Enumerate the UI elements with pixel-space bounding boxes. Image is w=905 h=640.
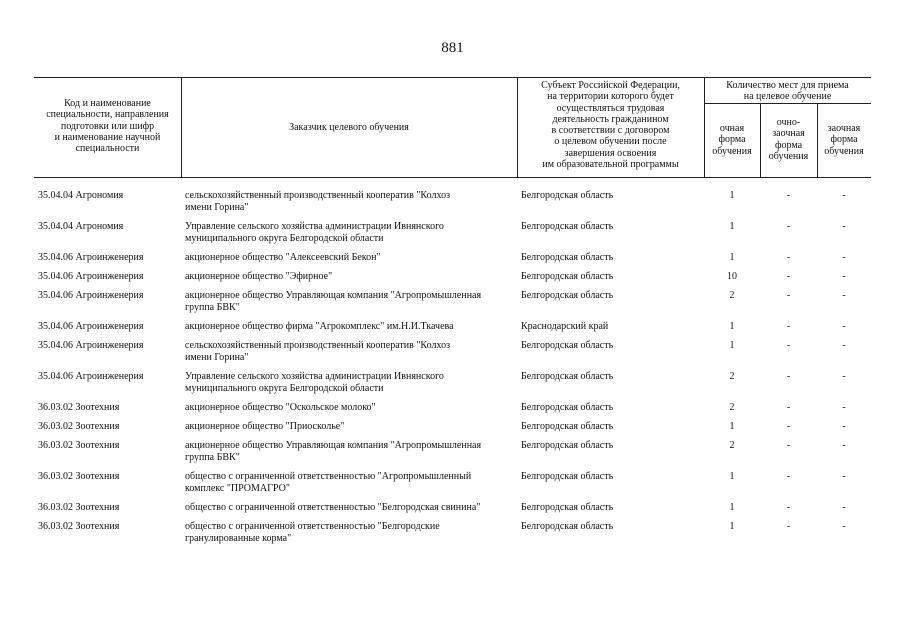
extramural-count: - [842,190,846,201]
region-cell: Белгородская область [521,340,614,351]
full-time-count: 10 [727,271,737,282]
region-cell: Белгородская область [521,502,614,513]
customer-line: общество с ограниченной ответственностью "Агропромышленный [185,471,472,482]
header-line: Субъект Российской Федерации, [541,80,680,91]
header-top-rule [34,77,871,78]
part-time-count: - [786,440,791,451]
header-line: подготовки или шифр [60,120,155,132]
customer-cell [185,190,450,214]
customer-line: общество с ограниченной ответственностью "Белгородские [185,521,440,532]
customer-line: комплекс "ПРОМАГРО" [185,483,290,494]
header-line: в соответствии с договором [551,125,670,137]
code-cell: 35.04.06 Агроинженерия [38,290,144,301]
full-time-count: 1 [729,421,735,432]
customer-line: акционерное общество Управляющая компания "Агропромышленная [185,290,482,301]
extramural-count: - [842,421,846,432]
part-time-count: - [786,371,791,382]
code-cell: 35.04.06 Агроинженерия [38,271,144,282]
customer-line: группа БВК" [185,452,240,463]
full-time-count: 1 [729,521,735,532]
header-line: форма [718,134,746,146]
customer-line: акционерное общество "Алексеевский Бекон" [185,252,381,263]
part-time-count: - [786,321,791,332]
extramural-count: - [842,440,846,451]
extramural-count: - [842,321,846,332]
places-subheader-rule [704,103,871,104]
customer-line: акционерное общество фирма "Агрокомплекс" им.Н.И.Ткачева [185,321,454,332]
header-line: заочная [772,128,805,140]
region-cell: Белгородская область [521,471,614,482]
code-cell: 35.04.04 Агрономия [38,190,124,201]
part-time-count: - [786,521,791,532]
header-code [34,98,181,154]
region-cell: Белгородская область [521,190,614,201]
part-time-count: - [786,290,791,301]
customer-line: имени Горина" [185,352,249,363]
header-subject [517,80,704,170]
customer-line: группа БВК" [185,302,240,313]
region-cell: Краснодарский край [521,321,609,332]
full-time-count: 2 [729,440,735,451]
header-line: деятельность гражданином [552,113,669,125]
header-line: заочная [827,123,861,134]
full-time-count: 1 [729,190,735,201]
header-line: на целевое обучение [743,91,832,103]
header-line: о целевом обучении после [554,136,667,148]
header-bottom-rule [34,177,871,178]
region-cell: Белгородская область [521,421,614,432]
part-time-count: - [786,502,791,513]
full-time-count: 1 [729,502,735,513]
header-line: очная [719,123,745,134]
customer-line: муниципального округа Белгородской области [185,383,384,394]
extramural-count: - [842,221,846,232]
code-cell: 35.04.06 Агроинженерия [38,252,144,263]
customer-cell [185,521,440,545]
region-cell: Белгородская область [521,440,614,451]
code-cell: 36.03.02 Зоотехния [38,502,120,513]
header-line: на территории которого будет [547,91,674,103]
extramural-count: - [842,402,846,413]
header-line: завершения освоения [564,147,657,159]
extramural-count: - [842,471,846,482]
region-cell: Белгородская область [521,371,614,382]
header-line: осуществляться трудовая [556,102,665,114]
customer-cell [185,221,444,245]
customer-line: акционерное общество Управляющая компания "Агропромышленная [185,440,482,451]
region-cell: Белгородская область [521,271,614,282]
part-time-count: - [786,252,791,263]
part-time-count: - [786,421,791,432]
header-line: форма [774,139,803,151]
code-cell: 35.04.06 Агроинженерия [38,340,144,351]
region-cell: Белгородская область [521,402,614,413]
customer-cell [185,321,454,333]
header-line: очно- [776,117,801,128]
full-time-count: 1 [729,471,735,482]
code-cell: 36.03.02 Зоотехния [38,521,120,532]
header-line: Код и наименование [64,98,151,109]
part-time-count: - [786,221,791,232]
full-time-count: 2 [729,371,735,382]
full-time-count: 2 [729,290,735,301]
customer-line: гранулированные корма" [185,533,292,544]
extramural-count: - [842,340,846,351]
header-line: специальности, направления [46,109,169,121]
extramural-count: - [842,371,846,382]
region-cell: Белгородская область [521,290,614,301]
part-time-count: - [786,471,791,482]
header-places [704,80,871,103]
header-line: обучения [768,150,809,162]
customer-cell [185,290,481,314]
extramural-count: - [842,271,846,282]
code-cell: 36.03.02 Зоотехния [38,471,120,482]
customer-line: сельскохозяйственный производственный кооператив "Колхоз [185,190,451,201]
customer-cell [185,371,444,395]
part-time-count: - [786,190,791,201]
region-cell: Белгородская область [521,521,614,532]
header-part-time [760,117,817,162]
customer-cell [185,440,481,464]
customer-line: акционерное общество "Эфирное" [185,271,333,282]
full-time-count: 1 [729,321,735,332]
header-line: Количество мест для приема [726,80,849,91]
region-cell: Белгородская область [521,221,614,232]
customer-line: сельскохозяйственный производственный кооператив "Колхоз [185,340,451,351]
extramural-count: - [842,290,846,301]
header-extramural [817,123,871,157]
customer-line: Управление сельского хозяйства администрации Ивнянского [185,221,444,232]
header-line: обучения [824,145,864,157]
header-line: и наименование научной [54,131,161,143]
part-time-count: - [786,402,791,413]
extramural-count: - [842,521,846,532]
part-time-count: - [786,340,791,351]
header-full-time [704,123,760,157]
header-line: им образовательной программы [542,159,679,171]
full-time-count: 1 [729,340,735,351]
customer-cell [185,502,480,514]
part-time-count: - [786,271,791,282]
code-cell: 36.03.02 Зоотехния [38,421,120,432]
header-line: специальности [75,143,140,155]
extramural-count: - [842,252,846,263]
code-cell: 35.04.06 Агроинженерия [38,321,144,332]
header-line: форма [830,134,858,146]
header-line: обучения [712,145,752,157]
code-cell: 35.04.06 Агроинженерия [38,371,144,382]
customer-line: акционерное общество "Приосколье" [185,421,345,432]
page-number: 881 [441,40,464,56]
customer-line: Управление сельского хозяйства администрации Ивнянского [185,371,444,382]
code-cell: 36.03.02 Зоотехния [38,440,120,451]
customer-line: общество с ограниченной ответственностью "Белгородская свинина" [185,502,481,513]
full-time-count: 2 [729,402,735,413]
customer-cell [185,471,471,495]
full-time-count: 1 [729,252,735,263]
header-customer: Заказчик целевого обучения [289,122,409,133]
customer-line: имени Горина" [185,202,249,213]
code-cell: 36.03.02 Зоотехния [38,402,120,413]
customer-cell [185,271,332,283]
customer-cell [185,421,344,433]
extramural-count: - [842,502,846,513]
customer-cell [185,402,376,414]
customer-cell [185,252,381,264]
customer-line: муниципального округа Белгородской области [185,233,384,244]
full-time-count: 1 [729,221,735,232]
customer-line: акционерное общество "Оскольское молоко" [185,402,376,413]
region-cell: Белгородская область [521,252,614,263]
code-cell: 35.04.04 Агрономия [38,221,124,232]
customer-cell [185,340,450,364]
